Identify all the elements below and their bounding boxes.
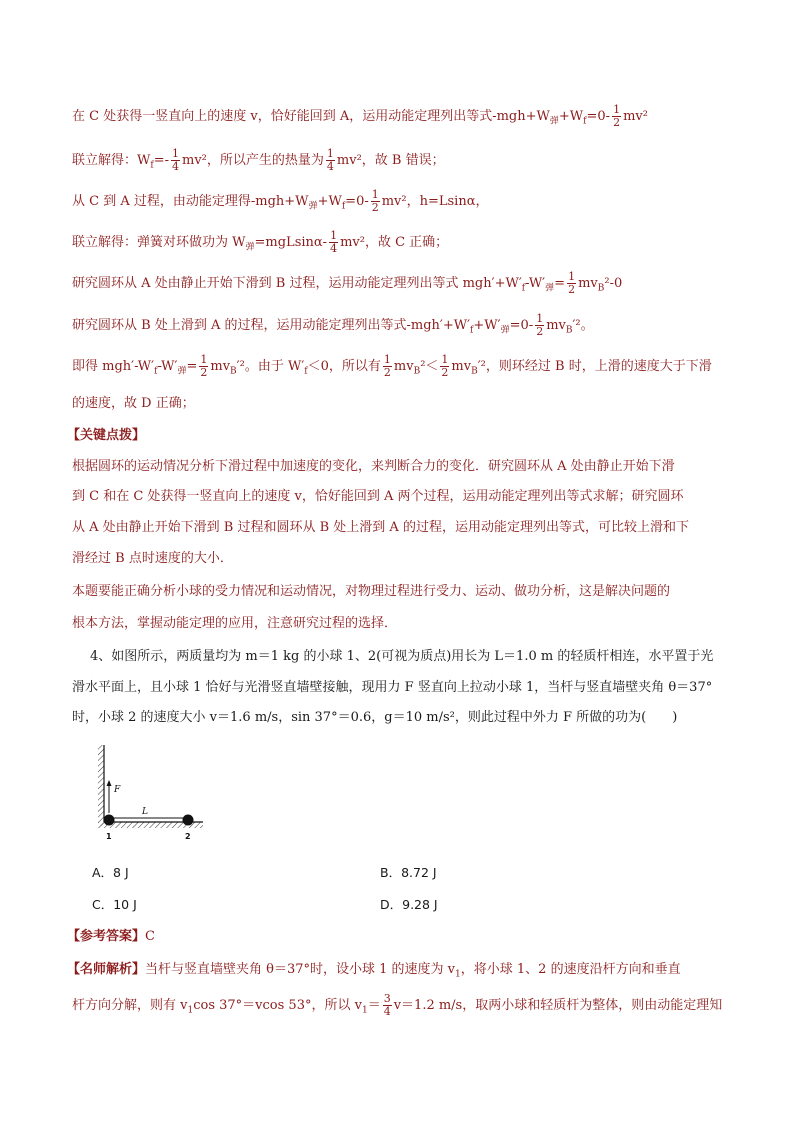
fraction-three-quarters: $\frac{3}{4}$: [383, 992, 391, 1018]
answer-tag: 【参考答案】: [67, 929, 146, 944]
solution-line-2: 联立解得：$W_f=-$ $\frac{1}{4}$ mv²，所以产生的热量为 $\frac{1}{4}$ mv²，故 B 错误；: [72, 147, 445, 173]
ball-1: [104, 815, 115, 826]
fraction-quarter: $\frac{1}{4}$: [326, 147, 334, 173]
fraction-half: $\frac{1}{2}$: [536, 312, 544, 338]
wall-hatching: [98, 745, 104, 826]
question-line-1: 4、如图所示，两质量均为 m＝1 kg 的小球 1、2(可视为质点)用长为 L＝1.0 m 的轻质杆相连，水平置于光: [90, 649, 714, 664]
solution-line-5: 研究圆环从 A 处由静止开始下滑到 B 过程，运用动能定理列出等式 $mgh'+W'_f-W'_弹=$ $\frac{1}{2}$ $mv_B^2-0$: [72, 270, 623, 296]
question-figure: [90, 740, 210, 840]
label-L: L: [142, 807, 148, 817]
solution-line-1: 在 C 处获得一竖直向上的速度 v，恰好能回到 A，运用动能定理列出等式$-mgh+W_弹+W_f=0-$ $\frac{1}{2}$ mv²: [72, 103, 648, 129]
label-F: F: [114, 785, 121, 795]
answer-line: [67, 925, 155, 944]
analysis-tag: 【名师解析】: [67, 962, 146, 977]
fraction-half: $\frac{1}{2}$: [371, 188, 379, 214]
keypoint-line-3: 从 A 处由静止开始下滑到 B 过程和圆环从 B 处上滑到 A 的过程，运用动能定理列出等式，可比较上滑和下: [72, 520, 689, 535]
solution-line-8: 的速度，故 D 正确；: [72, 396, 195, 411]
analysis-line-1: 【名师解析】当杆与竖直墙壁夹角 θ＝37°时，设小球 1 的速度为 $v_1$，将小球 1、2 的速度沿杆方向和垂直: [67, 962, 681, 980]
keypoint-line-4: 滑经过 B 点时速度的大小．: [72, 551, 233, 566]
option-a: A．8 J: [92, 865, 129, 880]
option-d: D．9.28 J: [380, 897, 438, 912]
keypoint-line-2: 到 C 和在 C 处获得一竖直向上的速度 v，恰好能回到 A 两个过程，运用动能定理列出等式求解；研究圆环: [72, 489, 684, 504]
fraction-half: $\frac{1}{2}$: [200, 353, 208, 379]
ball-2: [183, 815, 194, 826]
fraction-quarter: $\frac{1}{4}$: [330, 229, 338, 255]
arrow-head-icon: [107, 780, 112, 786]
fraction-half: $\frac{1}{2}$: [441, 353, 449, 379]
fraction-half: $\frac{1}{2}$: [568, 270, 576, 296]
label-ball-2: 2: [185, 832, 191, 840]
answer-value: C: [145, 929, 155, 944]
question-line-3: 时，小球 2 的速度大小 v＝1.6 m/s，sin 37°＝0.6，g＝10 m/s²，则此过程中外力 F 所做的功为( ): [72, 710, 678, 725]
option-c: C．10 J: [92, 897, 137, 912]
solution-line-6: 研究圆环从 B 处上滑到 A 的过程，运用动能定理列出等式$-mgh'+W'_f+W'_弹=0-$ $\frac{1}{2}$ $mv_B'^2$。: [72, 312, 594, 338]
solution-line-3: 从 C 到 A 过程，由动能定理得$-mgh+W_弹+W_f=0-$ $\frac{1}{2}$ mv²，h=Lsinα，: [72, 188, 489, 214]
analysis-line-2: 杆方向分解，则有 $v_1\cos$ 37°＝vcos 53°，所以 $v_1=$ $\frac{3}{4}$ v＝1.2 m/s，取两小球和轻质杆为整体，则由动能定理知: [72, 992, 723, 1018]
keypoint-title: 【关键点拨】: [67, 428, 146, 443]
keypoint-line-1: 根据圆环的运动情况分析下滑过程中加速度的变化，来判断合力的变化．研究圆环从 A 处由静止开始下滑: [72, 459, 675, 474]
fraction-half: $\frac{1}{2}$: [383, 353, 391, 379]
question-line-2: 滑水平面上，且小球 1 恰好与光滑竖直墙壁接触，现用力 F 竖直向上拉动小球 1，当杆与竖直墙壁夹角 θ＝37°: [72, 680, 713, 695]
solution-line-4: 联立解得：弹簧对环做功为 $W_弹=mgLsin\alpha-$ $\frac{1}{4}$ mv²，故 C 正确；: [72, 229, 449, 255]
option-b: B．8.72 J: [380, 865, 437, 880]
fraction-half: $\frac{1}{2}$: [613, 103, 621, 129]
label-ball-1: 1: [106, 832, 112, 840]
fraction-quarter: $\frac{1}{4}$: [172, 147, 180, 173]
keypoint-line-5: 本题要能正确分析小球的受力情况和运动情况，对物理过程进行受力、运动、做功分析，这是解决问题的: [72, 584, 671, 599]
keypoint-line-6: 根本方法，掌握动能定理的应用，注意研究过程的选择．: [72, 616, 398, 631]
solution-line-7: 即得 $mgh'-W'_f-W'_弹=$ $\frac{1}{2}$ $mv_B'^2$。由于 $W'_f<0$，所以有 $\frac{1}{2}$ $mv_B^2<$ $\frac{1}{2}$ $mv_B'^2$，则环经过 B 时，上滑的速度大于下滑: [72, 353, 712, 379]
